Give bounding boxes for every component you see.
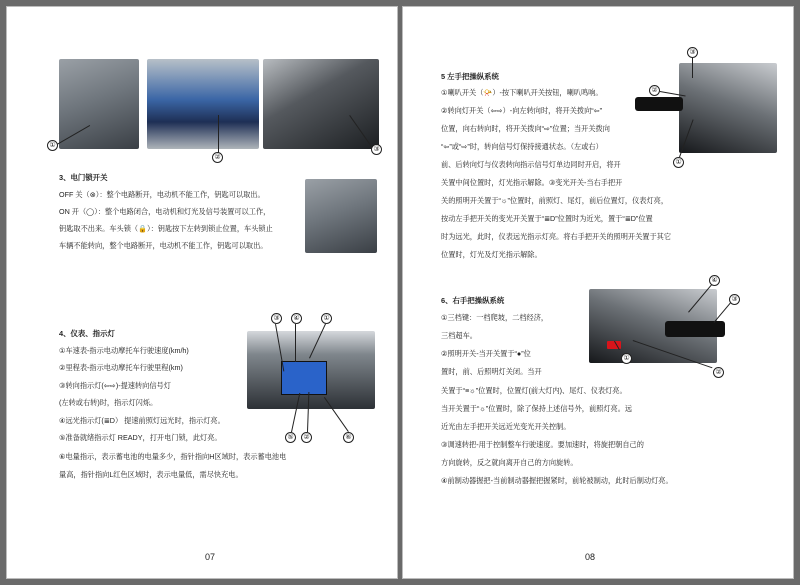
callout-marker: ①: [621, 353, 632, 364]
section-4-line: ⑥电量指示，表示蓄电池的电量多少，指针指向H区域时，表示蓄电池电: [59, 452, 287, 461]
callout-marker: ③: [271, 313, 282, 324]
callout-marker: ③: [371, 144, 382, 155]
callout-marker: ①: [673, 157, 684, 168]
page-number: 08: [585, 552, 596, 562]
callout-marker: ④: [709, 275, 720, 286]
section-6-heading: 6、右手把操纵系统: [441, 296, 505, 305]
section-6-line: 三档超车。: [441, 331, 477, 340]
lock-position-photo: [305, 179, 377, 253]
leader-line: [295, 324, 296, 362]
handlebar-grip: [635, 97, 683, 111]
section-5-line: 位置时，灯光及灯光指示解除。: [441, 250, 542, 259]
callout-marker: ③: [729, 294, 740, 305]
callout-marker: ①: [321, 313, 332, 324]
section-5-line: 时为远光，此时，仪表远光指示灯亮。将右手把开关的照明开关置于其它: [441, 232, 672, 241]
throttle-grip: [665, 321, 725, 337]
section-6-line: 近光由左手把开关远近光变光开关控制。: [441, 422, 571, 431]
section-6-line: 关置于“≡☼”位置时，位置灯(前大灯内)、尾灯、仪表灯亮。: [441, 386, 627, 395]
section-3-heading: 3、电门锁开关: [59, 173, 108, 182]
section-3-line: 车辆不能转向，整个电路断开，电动机不能工作，钥匙可以取出。: [59, 241, 268, 250]
section-5-heading: 5 左手把操纵系统: [441, 72, 499, 81]
section-6-line: 置时，前、后照明灯关闭。当开: [441, 367, 542, 376]
callout-marker: ②: [301, 432, 312, 443]
section-4-line: ②里程表-指示电动摩托车行驶里程(km): [59, 363, 183, 372]
leader-line: [218, 115, 219, 153]
rear-wheel-photo: [263, 59, 379, 149]
section-4-heading: 4、仪表、指示灯: [59, 329, 115, 338]
page-number: 07: [205, 552, 216, 562]
section-4-line: (左转或右转)时，指示灯闪烁。: [59, 398, 158, 407]
section-5-line: ①喇叭开关（📯）-按下喇叭开关按钮，喇叭鸣响。: [441, 88, 603, 97]
section-4-line: 量高，指针指向L红色区域时，表示电量低，需尽快充电。: [59, 470, 243, 479]
leader-line: [307, 392, 309, 432]
section-3-line: 钥匙取不出来。车头锁（🔒）：钥匙按下左转到锁止位置，车头锁止: [59, 224, 273, 233]
section-5-line: 关的照明开关置于“☼”位置时，前照灯、尾灯，前后位置灯，仪表灯亮，: [441, 196, 669, 205]
callout-marker: ②: [713, 367, 724, 378]
section-4-line: ⑤准备就绪指示灯 READY，打开电门锁，此灯亮。: [59, 433, 222, 442]
section-6-line: ③调速转把-用于控制整车行驶速度。要加速时，将旋把朝自己的: [441, 440, 644, 449]
section-5-line: 前、后转向灯与仪表转向指示信号灯单边同时开启，将开: [441, 160, 621, 169]
section-3-line: OFF 关（⊗）：整个电路断开，电动机不能工作，钥匙可以取出。: [59, 190, 265, 199]
left-page: [6, 6, 398, 579]
callout-marker: ⑥: [343, 432, 354, 443]
section-4-line: ③转向指示灯(⇦⇨)-提速转向信号灯: [59, 381, 171, 390]
section-3-line: ON 开（◯）：整个电路闭合，电动机和灯光及信号装置可以工作，: [59, 207, 271, 216]
right-page: [402, 6, 794, 579]
section-6-line: 当开关置于“☼”位置时，除了保持上述信号外，前照灯亮。远: [441, 404, 633, 413]
left-handlebar-photo: [679, 63, 777, 153]
section-5-line: ②转向灯开关（⇦⇨）-向左转向时，将开关拨向“⇦”: [441, 106, 603, 115]
section-5-line: 关置中间位置时，灯光指示解除。③变光开关-当右手把开: [441, 178, 623, 187]
seat-underside-photo: [147, 59, 259, 149]
section-5-line: 按动左手把开关的变光开关置于“≣D”位置时为近光，置于“≣D”位置: [441, 214, 653, 223]
callout-marker: ②: [212, 152, 223, 163]
callout-marker: ④: [291, 313, 302, 324]
callout-marker: ⑤: [285, 432, 296, 443]
section-6-line: ②照明开关-当开关置于“●”位: [441, 349, 531, 358]
callout-marker: ①: [47, 140, 58, 151]
section-6-line: 方向旋转，反之就向离开自己的方向旋转。: [441, 458, 578, 467]
callout-marker: ②: [649, 85, 660, 96]
callout-marker: ③: [687, 47, 698, 58]
section-4-line: ①车速表-指示电动摩托车行驶速度(km/h): [59, 346, 189, 355]
section-5-line: “⇦”或“⇨”时，转向信号灯保持接通状态。（左或右）: [441, 142, 603, 151]
dashboard-lcd: [281, 361, 327, 395]
section-6-line: ④前制动器握把-当前制动器握把握紧时，前轮被制动，此时后制动灯亮。: [441, 476, 673, 485]
section-5-line: 位置，向右转向时，将开关拨向“⇨”位置；当开关拨向: [441, 124, 610, 133]
section-6-line: ①三档键：一档爬坡，二档经济，: [441, 313, 549, 322]
section-4-line: ④远光指示灯(≣D） 提速前照灯远光时，指示灯亮。: [59, 416, 225, 425]
leader-line: [692, 58, 693, 78]
